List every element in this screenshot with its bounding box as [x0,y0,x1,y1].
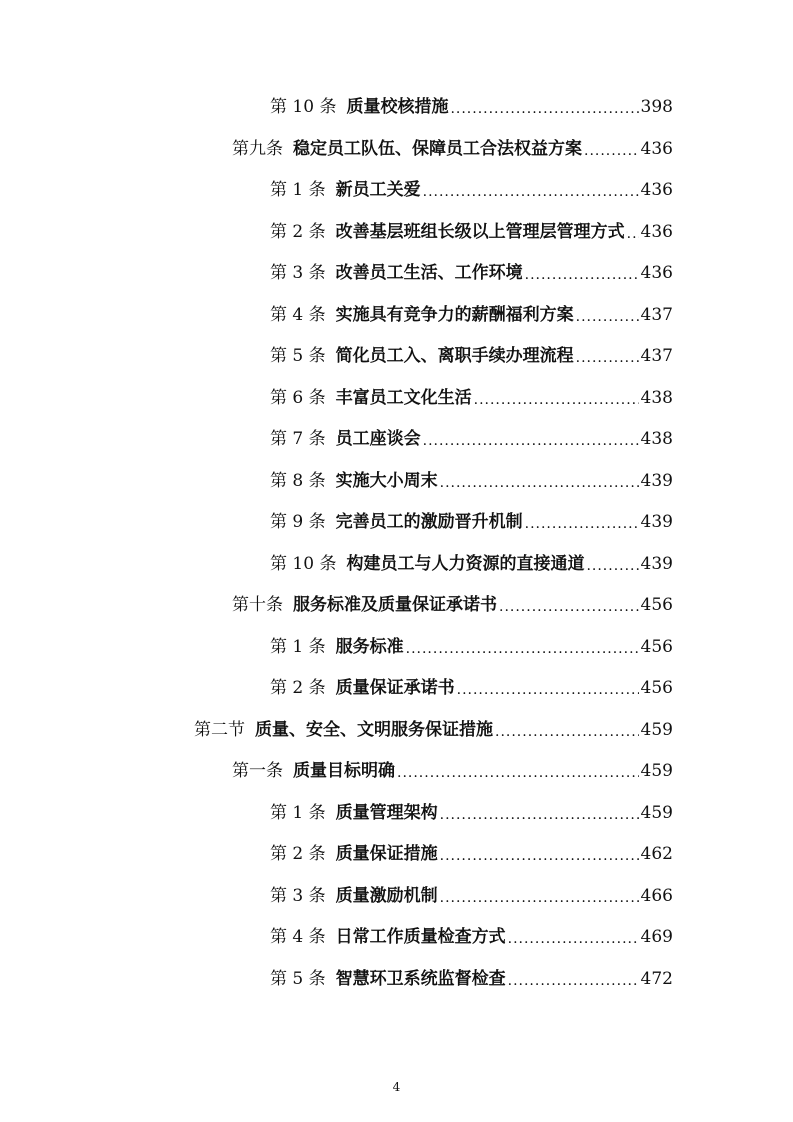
toc-entry-page: 437 [640,346,673,366]
toc-entry-number: 第 6 条 [270,388,326,408]
toc-entry-page: 437 [640,305,673,325]
toc-entry-title: 构建员工与人力资源的直接通道 [346,554,585,574]
toc-leader-dots [627,225,639,243]
toc-leader-dots [440,847,639,865]
toc-entry-number: 第 5 条 [270,346,326,366]
toc-entry-page: 456 [640,637,673,657]
toc-leader-dots [508,972,639,990]
toc-entry-title: 员工座谈会 [335,429,421,449]
toc-entry-title: 质量激励机制 [335,886,438,906]
toc-entry-number: 第 2 条 [270,222,326,242]
toc-leader-dots [440,474,639,492]
toc-leader-dots [457,681,639,699]
toc-entry-title: 服务标准 [335,637,404,657]
toc-entry-page: 459 [640,761,673,781]
toc-entry-title: 质量目标明确 [293,761,395,781]
toc-leader-dots [495,723,639,741]
toc-entry-page: 438 [640,429,673,449]
toc-entry[interactable] [270,877,673,907]
toc-entry-number: 第 10 条 [270,97,337,117]
toc-leader-dots [576,308,639,326]
toc-entry-number: 第 9 条 [270,512,326,532]
toc-entry-title: 新员工关爱 [335,180,421,200]
toc-entry[interactable] [270,503,673,533]
toc-entry-page: 436 [640,180,673,200]
toc-entry-title: 改善员工生活、工作环境 [335,263,523,283]
toc-entry-number: 第九条 [232,139,283,159]
toc-entry-title: 丰富员工文化生活 [335,388,472,408]
toc-entry-title: 质量校核措施 [346,97,449,117]
toc-entry[interactable] [270,794,673,824]
toc-entry-number: 第十条 [232,595,283,615]
toc-entry-title: 服务标准及质量保证承诺书 [293,595,497,615]
toc-entry-title: 智慧环卫系统监督检查 [335,969,506,989]
toc-leader-dots [406,640,639,658]
toc-entry[interactable] [270,379,673,409]
toc-entry[interactable] [270,88,673,118]
toc-entry-page: 469 [640,927,673,947]
toc-entry-title: 完善员工的激励晋升机制 [335,512,523,532]
toc-entry[interactable] [270,337,673,367]
toc-entry-number: 第 10 条 [270,554,337,574]
toc-entry-page: 462 [640,844,673,864]
toc-leader-dots [586,557,638,575]
toc-entry[interactable] [232,586,673,616]
toc-entry-title: 质量、安全、文明服务保证措施 [255,720,493,740]
toc-entry-page: 438 [640,388,673,408]
toc-leader-dots [508,930,639,948]
toc-entry[interactable] [270,171,673,201]
toc-entry[interactable] [270,462,673,492]
toc-leader-dots [584,142,639,160]
toc-entry-page: 466 [640,886,673,906]
toc-leader-dots [450,100,638,118]
toc-entry-number: 第 2 条 [270,678,326,698]
toc-leader-dots [525,515,639,533]
toc-entry-page: 436 [640,263,673,283]
toc-entry-number: 第 1 条 [270,637,326,657]
toc-entry-page: 439 [640,471,673,491]
toc-entry-number: 第 3 条 [270,886,326,906]
toc-entry[interactable] [270,628,673,658]
toc-entry[interactable] [270,296,673,326]
toc-entry-title: 实施大小周末 [335,471,438,491]
toc-entry-page: 459 [640,803,673,823]
toc-entry[interactable] [270,254,673,284]
toc-entry-number: 第 2 条 [270,844,326,864]
toc-entry-number: 第二节 [194,720,245,740]
toc-entry-page: 439 [640,554,673,574]
toc-entry[interactable] [232,752,673,782]
toc-entry[interactable] [194,711,673,741]
toc-entry-number: 第 7 条 [270,429,326,449]
toc-entry-title: 质量管理架构 [335,803,438,823]
toc-leader-dots [440,889,639,907]
toc-entry-page: 398 [640,97,673,117]
toc-entry-page: 472 [640,969,673,989]
toc-leader-dots [525,266,639,284]
toc-entry-title: 改善基层班组长级以上管理层管理方式 [335,222,625,242]
page-number: 4 [392,1080,401,1094]
toc-entry-number: 第 4 条 [270,927,326,947]
toc-entry-page: 439 [640,512,673,532]
toc-entry-page: 459 [640,720,673,740]
toc-entry[interactable] [270,213,673,243]
toc-entry-number: 第 1 条 [270,180,326,200]
toc-entry[interactable] [270,960,673,990]
toc-entry-number: 第一条 [232,761,283,781]
toc-entry[interactable] [270,545,673,575]
toc-leader-dots [474,391,639,409]
toc-entry-title: 简化员工入、离职手续办理流程 [335,346,574,366]
toc-leader-dots [397,764,639,782]
toc-leader-dots [423,183,639,201]
toc-entry[interactable] [232,130,673,160]
toc-entry[interactable] [270,835,673,865]
toc-entry-number: 第 1 条 [270,803,326,823]
toc-entry-title: 稳定员工队伍、保障员工合法权益方案 [293,139,582,159]
toc-entry-number: 第 5 条 [270,969,326,989]
toc-entry-page: 436 [640,222,673,242]
toc-entry-title: 质量保证措施 [335,844,438,864]
toc-entry-number: 第 8 条 [270,471,326,491]
toc-entry[interactable] [270,918,673,948]
toc-entry-number: 第 3 条 [270,263,326,283]
toc-entry-title: 实施具有竞争力的薪酬福利方案 [335,305,574,325]
toc-leader-dots [576,349,639,367]
toc-entry-title: 日常工作质量检查方式 [335,927,506,947]
toc-leader-dots [440,806,639,824]
toc-leader-dots [423,432,639,450]
toc-leader-dots [499,598,639,616]
toc-entry-number: 第 4 条 [270,305,326,325]
toc-entry-page: 456 [640,595,673,615]
toc-entry[interactable] [270,669,673,699]
toc-entry-page: 456 [640,678,673,698]
toc-entry[interactable] [270,420,673,450]
toc-entry-page: 436 [640,139,673,159]
toc-entry-title: 质量保证承诺书 [335,678,455,698]
